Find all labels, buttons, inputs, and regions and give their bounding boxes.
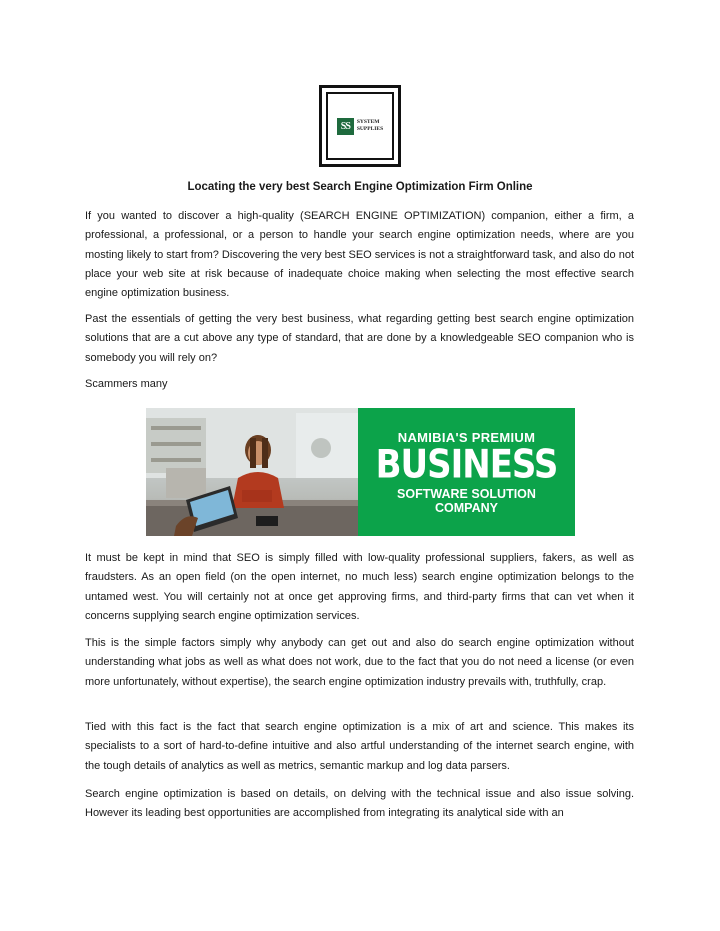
banner-business: BUSINESS (375, 441, 558, 488)
banner-subline-1: SOFTWARE SOLUTION (397, 486, 536, 501)
logo-inner-frame (326, 92, 394, 160)
paragraph-1: If you wanted to discover a high-quality (SEARCH ENGINE OPTIMIZATION) companion, either a firm, a professional, a professional, or a person to handle your search engine optimization needs, where are you mosting likely to start from? Discovering the very best SEO services is not a straightforward task, and also do not place your web site at risk because of inadequate choice making when selecting the most effective search engine optimization business. (85, 210, 635, 300)
paragraph-6: Tied with this fact is the fact that search engine optimization is a mix of art and science. This makes its specialists to a sort of hard-to-define intuitive and also artful understanding of the internet search engine, with the tough details of analytics as well as metrics, semantic markup and log data parsers. (85, 721, 634, 772)
paragraph-7: Search engine optimization is based on details, on delving with the technical issue and also issue solving. However its leading best opportunities are accomplished from integrating its analytical side with an (85, 788, 634, 820)
article-title: Locating the very best Search Engine Optimization Firm Online (187, 181, 533, 193)
logo-line-1: SYSTEM (356, 119, 380, 125)
banner-headline: NAMIBIA'S PREMIUM (397, 429, 536, 445)
promo-banner (146, 408, 575, 536)
logo-mark: SS (337, 118, 354, 135)
company-logo (319, 85, 401, 167)
paragraph-3: Scammers many (85, 378, 168, 390)
banner-photo (146, 408, 358, 536)
banner-subline-2: COMPANY (435, 500, 498, 515)
logo-wordmark (357, 119, 383, 133)
paragraph-2: Past the essentials of getting the very best business, what regarding getting best search engine optimization solutions that are a cut above any type of standard, that are done by a knowledgeable SEO companion who is somebody you will rely on? (85, 313, 634, 364)
banner-photo-illustration (146, 408, 358, 536)
paragraph-4: It must be kept in mind that SEO is simply filled with low-quality professional suppliers, fakers, as well as fraudsters. As an open field (on the open internet, no much less) search engine optimization belongs to the untamed west. You will certainly not at once get approving firms, and third-party firms that can vet when it concerns supplying search engine optimization services. (85, 552, 634, 622)
banner-green-panel (358, 408, 575, 536)
paragraph-5: This is the simple factors simply why anybody can get out and also do search engine optimization without understanding what jobs as well as what does not work, due to the fact that you do not need a license (or even more unfortunately, without expertise), the search engine optimization industry prevails with, truthfully, crap. (85, 637, 634, 688)
logo-line-2: SUPPLIES (356, 126, 384, 132)
